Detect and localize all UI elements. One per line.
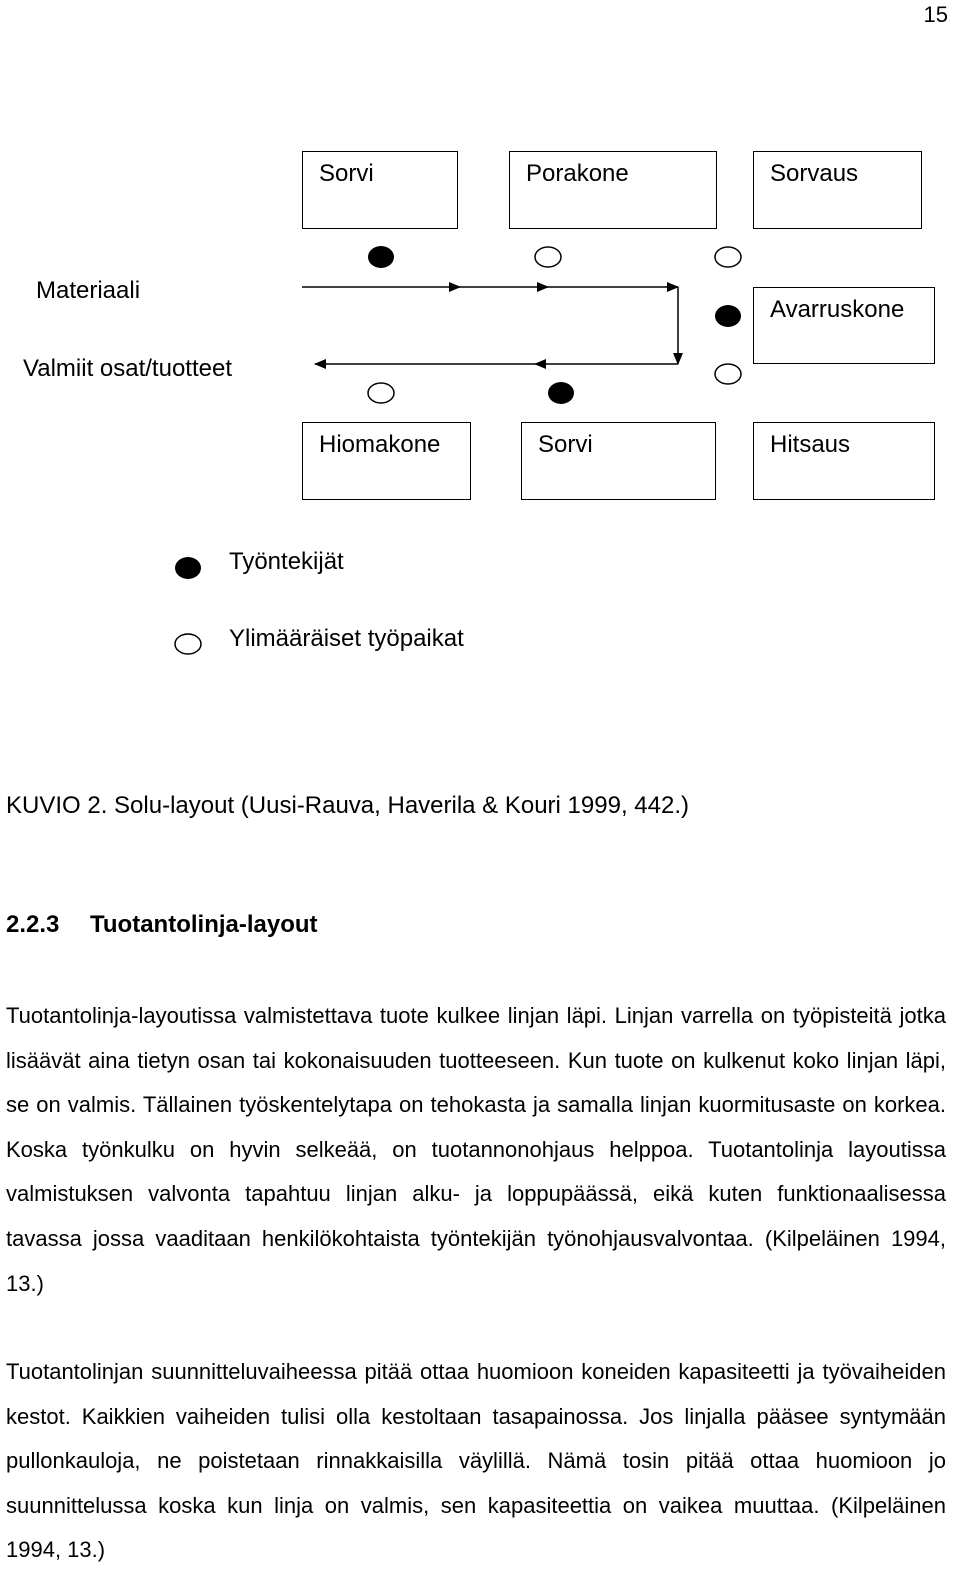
legend-workers-label: Työntekijät: [229, 548, 344, 575]
page-number: 15: [923, 2, 948, 27]
body-paragraph: Tuotantolinja-layoutissa valmistettava tuote kulkee linjan läpi. Linjan varrella on työpisteitä jotka lisäävät aina tietyn osan tai kokonaisuuden tuotteeseen. Kun tuote on kulkenut koko linjan läpi, se on valmis. Tällainen työskentelytapa on tehokasta ja samalla linjan kuormitusaste on korkea. Koska työnkulku on hyvin selkeää, on tuotannonohjaus helppoa. Tuotantolinja layoutissa valmistuksen valvonta tapahtuu linjan alku- ja loppupäässä, eikä kuten funktionaalisessa tavassa jossa vaaditaan henkilökohtaista työntekijän työnohjausvalvontaa. (Kilpeläinen 1994, 13.): [6, 1003, 946, 1296]
extra-workplace-marker: [715, 364, 741, 384]
worker-marker: [715, 305, 741, 327]
machine-box-drill: Porakone: [509, 151, 717, 229]
machine-box-boring: Avarruskone: [753, 287, 935, 364]
section-number: 2.2.3: [6, 911, 60, 938]
legend-worker-marker: [175, 557, 201, 579]
legend-extra-workplace-marker: [175, 634, 201, 654]
input-label: Materiaali: [36, 277, 141, 304]
legend-extra-workplaces-label: Ylimääräiset työpaikat: [229, 625, 464, 652]
machine-box-welding: Hitsaus: [753, 422, 935, 500]
machine-box-grinder: Hiomakone: [302, 422, 471, 500]
section-heading: [6, 911, 318, 939]
extra-workplace-marker: [715, 247, 741, 267]
machine-box-lathe-2: Sorvi: [521, 422, 716, 500]
machine-box-turning: Sorvaus: [753, 151, 922, 229]
extra-workplace-marker: [535, 247, 561, 267]
worker-marker: [548, 382, 574, 404]
section-title: Tuotantolinja-layout: [90, 911, 318, 938]
worker-marker: [368, 246, 394, 268]
output-label: Valmiit osat/tuotteet: [23, 355, 232, 382]
extra-workplace-marker: [368, 383, 394, 403]
machine-box-lathe: Sorvi: [302, 151, 458, 229]
body-paragraph: Tuotantolinjan suunnitteluvaiheessa pitää ottaa huomioon koneiden kapasiteetti ja työvaiheiden kestot. Kaikkien vaiheiden tulisi olla kestoltaan tasapainossa. Jos linjalla pääsee syntymään pullonkauloja, ne poistetaan rinnakkaisilla väylillä. Nämä tosin pitää ottaa huomioon jo suunnittelussa koska kun linja on valmis, sen kapasiteettia on vaikea muuttaa. (Kilpeläinen 1994, 13.): [6, 1359, 946, 1563]
figure-caption: KUVIO 2. Solu-layout (Uusi-Rauva, Haverila & Kouri 1999, 442.): [6, 792, 689, 819]
